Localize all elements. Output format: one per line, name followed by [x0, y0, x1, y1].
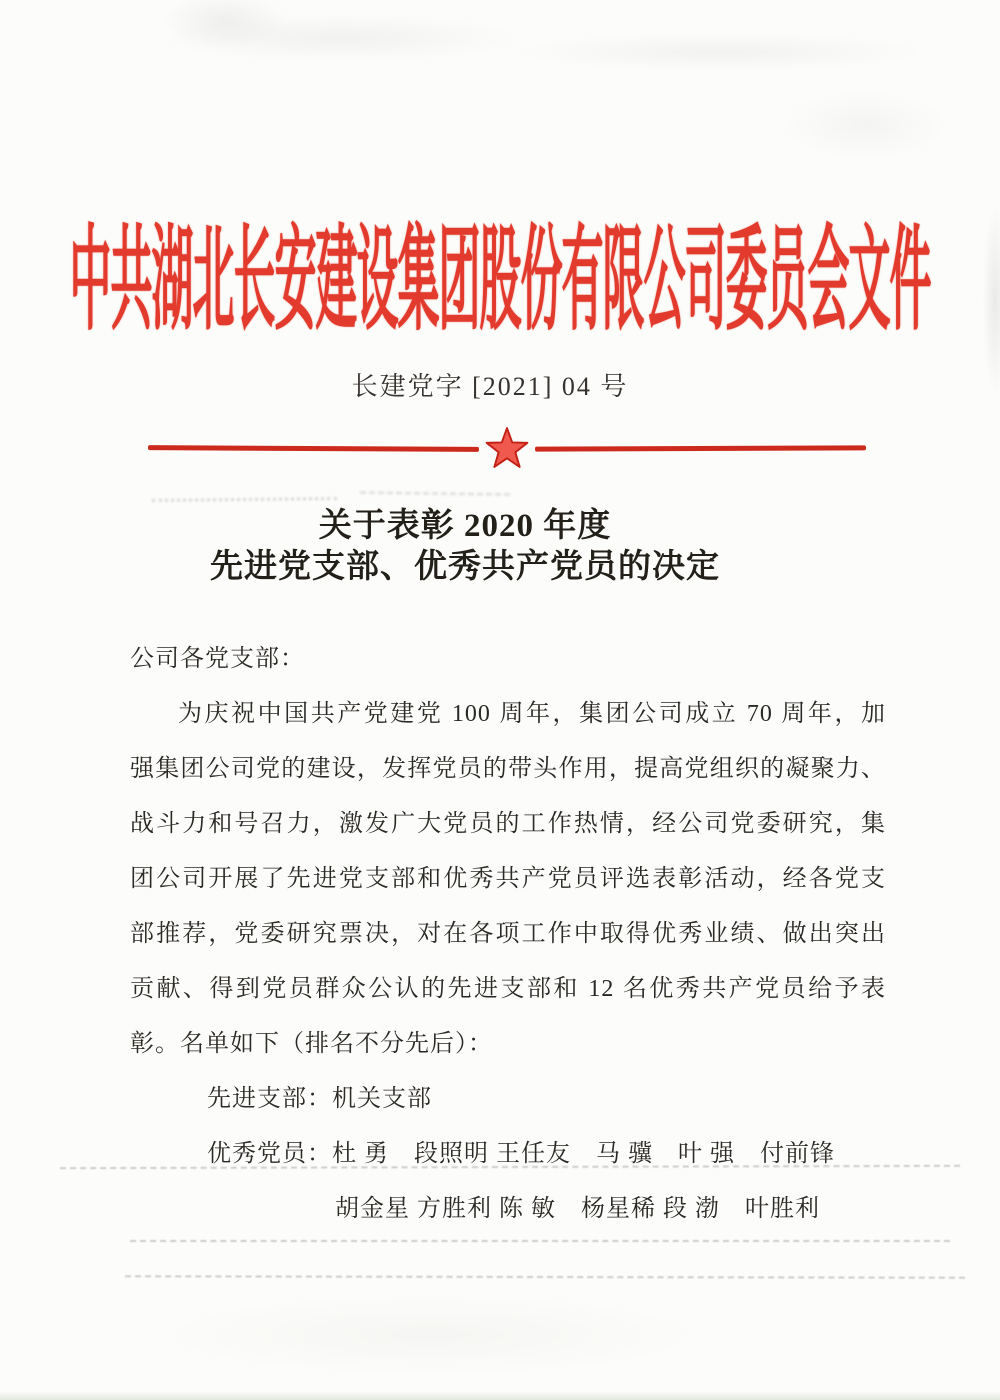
document-number: 长建党字 [2021] 04 号: [351, 372, 629, 401]
body-line: 团公司开展了先进党支部和优秀共产党员评选表彰活动，经各党支: [130, 866, 886, 892]
bleed-through-line: [130, 1240, 950, 1242]
outstanding-members-label: 优秀党员：: [207, 1141, 332, 1167]
body-line: 强集团公司党的建设，发挥党员的带头作用，提高党组织的凝聚力、: [130, 756, 886, 782]
red-star-icon: [484, 425, 530, 471]
body-line: 战斗力和号召力，激发广大党员的工作热情，经公司党委研究，集: [130, 811, 886, 837]
body-line: 为庆祝中国共产党建党 100 周年，集团公司成立 70 周年，加: [178, 701, 886, 727]
issuing-authority-title: 中共湖北长安建设集团股份有限公司委员会文件: [69, 215, 931, 344]
document-title-line-2: 先进党支部、优秀共产党员的决定: [210, 549, 720, 585]
bleed-through-line: [125, 1275, 965, 1278]
advanced-branch-line: [207, 1072, 886, 1127]
bleed-through-marks: [152, 497, 337, 502]
advanced-branch-label: 先进支部：: [207, 1086, 332, 1112]
separator-line-right: [535, 445, 866, 451]
advanced-branch-value: 机关支部: [332, 1086, 432, 1112]
body-line: 彰。名单如下（排名不分先后）：: [130, 1031, 493, 1057]
header-separator: [148, 424, 866, 472]
bleed-through-marks: [360, 491, 510, 496]
body-line: 贡献、得到党员群众公认的先进支部和 12 名优秀共产党员给予表: [130, 976, 886, 1002]
outstanding-members-names-1: 杜 勇 段照明 王任友 马 骥 叶 强 付前锋: [332, 1141, 835, 1167]
separator-line-left: [148, 445, 479, 452]
letterhead-band: [0, 208, 1000, 344]
outstanding-members-line-1: [207, 1127, 886, 1182]
document-body: [130, 632, 886, 1237]
document-title-line-1: 关于表彰 2020 年度: [318, 508, 612, 544]
outstanding-members-line-2: 胡金星 方胜利 陈 敏 杨星稀 段 渤 叶胜利: [335, 1196, 820, 1222]
body-line: 部推荐，党委研究票决，对在各项工作中取得优秀业绩、做出突出: [130, 921, 886, 947]
salutation: 公司各党支部：: [130, 646, 305, 672]
document-title: [0, 506, 930, 588]
